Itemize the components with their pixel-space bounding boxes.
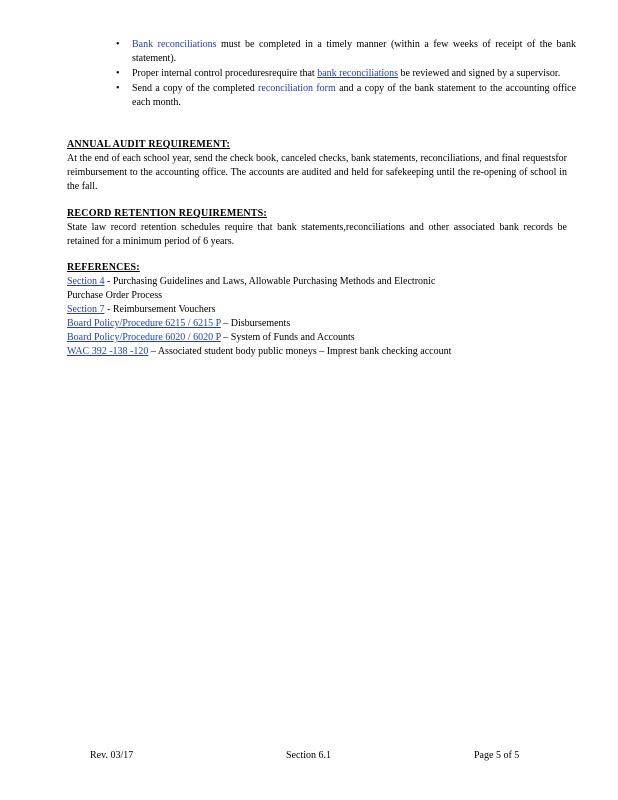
bullet-item-2 (116, 67, 576, 81)
reference-item-4 (67, 331, 567, 345)
references-section (67, 261, 567, 359)
reference-5-text: – Associated student body public moneys – Imprest bank checking account (148, 346, 452, 357)
footer-revision: Rev. 03/17 (90, 750, 134, 761)
reference-item-5 (67, 345, 567, 359)
references-heading: REFERENCES: (67, 262, 140, 273)
bank-reconciliations-link-2[interactable]: bank reconciliations (317, 68, 399, 79)
section-4-link[interactable]: Section 4 (67, 276, 105, 287)
bullet-item-3 (116, 82, 576, 110)
reference-1-text: - Purchasing Guidelines and Laws, Allowable Purchasing Methods and Electronic (104, 276, 436, 287)
bank-reconciliations-link[interactable]: Bank reconciliations (132, 39, 217, 50)
record-retention-section (67, 207, 567, 249)
board-policy-6215-link[interactable]: Board Policy/Procedure 6215 / 6215 P (67, 318, 221, 329)
reference-3-text: – Disbursements (220, 318, 291, 329)
bullet-1-text: must be completed in a timely manner (within a few weeks of receipt of the bank statement). (132, 39, 576, 64)
record-retention-body: State law record retention schedules require that bank statements,reconciliations and other associated bank records be retained for a minimum period of 6 years. (67, 222, 567, 247)
footer-page-number: Page 5 of 5 (474, 750, 520, 761)
reconciliation-form-link[interactable]: reconciliation form (258, 83, 336, 94)
annual-audit-section (67, 138, 567, 194)
bullet-item-1 (116, 38, 576, 66)
bullet-3-text-a: Send a copy of the completed (132, 83, 259, 94)
reference-item-3 (67, 317, 567, 331)
bullet-list (116, 38, 576, 111)
reference-item-2 (67, 303, 567, 317)
bullet-2-text-b: be reviewed and signed by a supervisor. (398, 68, 561, 79)
bullet-3-text-b: and a copy of the bank statement to the accounting office each month. (132, 83, 577, 108)
reference-item-1-continuation: Purchase Order Process (67, 290, 162, 301)
reference-2-text: - Reimbursement Vouchers (104, 304, 216, 315)
section-7-link[interactable]: Section 7 (67, 304, 105, 315)
annual-audit-heading: ANNUAL AUDIT REQUIREMENT: (67, 139, 230, 150)
footer-section: Section 6.1 (286, 750, 331, 761)
board-policy-6020-link[interactable]: Board Policy/Procedure 6020 / 6020 P (67, 332, 221, 343)
bullet-2-text-a: Proper internal control proceduresrequire that (132, 68, 318, 79)
annual-audit-body: At the end of each school year, send the check book, canceled checks, bank statements, reconciliations, and final requestsfor reimbursement to the accounting office. The accounts are audited and held for safekeeping until the re-opening of school in the fall. (67, 153, 567, 192)
wac-392-138-120-link[interactable]: WAC 392 -138 -120 (67, 346, 149, 357)
record-retention-heading: RECORD RETENTION REQUIREMENTS: (67, 208, 267, 219)
reference-item-1 (67, 275, 567, 289)
reference-4-text: – System of Funds and Accounts (220, 332, 355, 343)
